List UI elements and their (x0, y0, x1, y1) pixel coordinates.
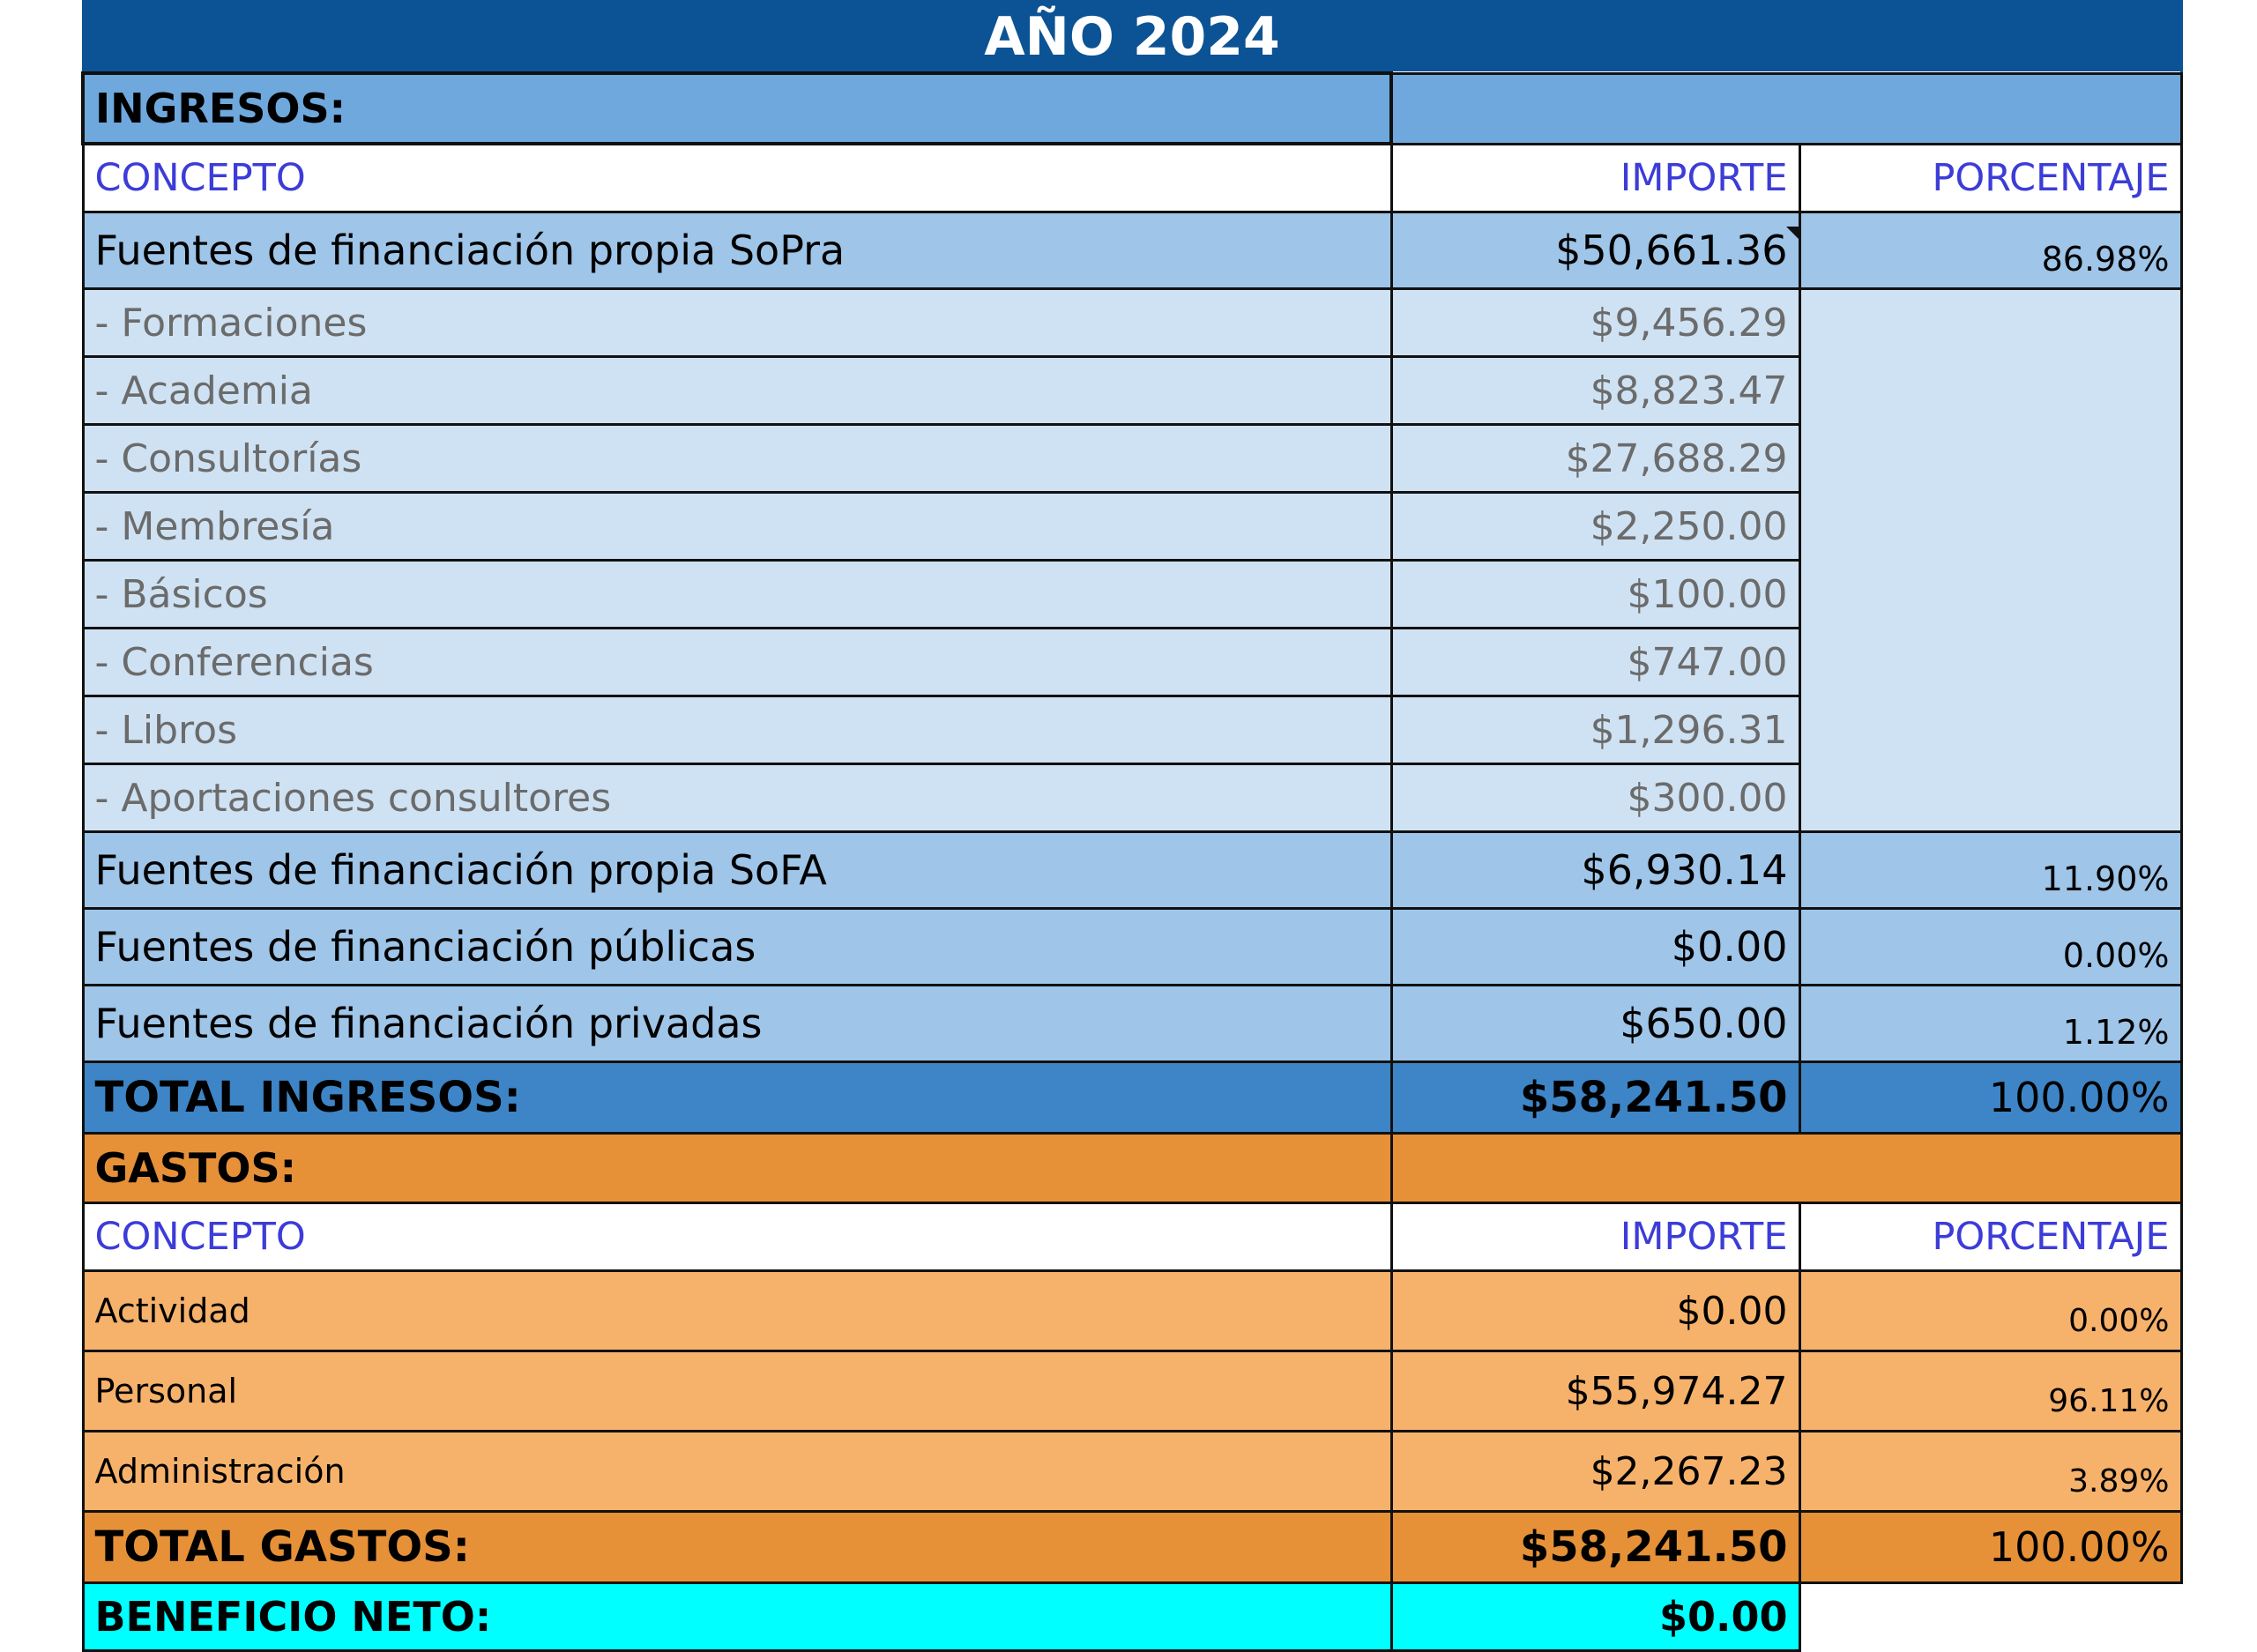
sub-concepto[interactable]: - Consultorías (83, 425, 1391, 493)
total-ingresos-row (83, 1062, 2181, 1134)
sub-concepto[interactable]: - Conferencias (83, 629, 1391, 696)
table-row (83, 696, 2181, 764)
table-row (83, 212, 2181, 289)
table-row (83, 764, 2181, 832)
porcentaje-header[interactable]: PORCENTAJE (1799, 144, 2181, 212)
beneficio-neto-blank[interactable] (1799, 1583, 2181, 1651)
total-ingresos-label[interactable]: TOTAL INGRESOS: (83, 1062, 1391, 1134)
ingresos-header-row (83, 144, 2181, 212)
budget-spreadsheet (81, 0, 2179, 1652)
sopra-concepto[interactable]: Fuentes de financiación propia SoPra (83, 212, 1391, 289)
sub-concepto[interactable]: - Básicos (83, 561, 1391, 629)
sub-porcentaje-blank[interactable] (1799, 425, 2181, 493)
table-row (83, 629, 2181, 696)
table-row (83, 986, 2181, 1062)
gasto-concepto[interactable]: Administración (83, 1432, 1391, 1512)
ingresos-section-row (83, 73, 2181, 144)
beneficio-neto-row (83, 1583, 2181, 1651)
title-row (83, 2, 2181, 74)
gasto-concepto[interactable]: Personal (83, 1351, 1391, 1432)
total-ingresos-importe[interactable]: $58,241.50 (1391, 1062, 1799, 1134)
source-porcentaje[interactable]: 1.12% (1799, 986, 2181, 1062)
year-title[interactable]: AÑO 2024 (83, 2, 2181, 74)
source-importe[interactable]: $0.00 (1391, 909, 1799, 986)
sub-porcentaje-blank[interactable] (1799, 357, 2181, 425)
sub-porcentaje-blank[interactable] (1799, 764, 2181, 832)
sub-importe[interactable]: $27,688.29 (1391, 425, 1799, 493)
sub-importe[interactable]: $2,250.00 (1391, 493, 1799, 561)
sub-concepto[interactable]: - Academia (83, 357, 1391, 425)
table-row (83, 425, 2181, 493)
sub-concepto[interactable]: - Libros (83, 696, 1391, 764)
source-concepto[interactable]: Fuentes de financiación propia SoFA (83, 832, 1391, 909)
sub-porcentaje-blank[interactable] (1799, 289, 2181, 357)
gastos-header-row (83, 1203, 2181, 1271)
table-row (83, 357, 2181, 425)
concepto-header[interactable]: CONCEPTO (83, 1203, 1391, 1271)
total-gastos-label[interactable]: TOTAL GASTOS: (83, 1512, 1391, 1583)
gasto-concepto[interactable]: Actividad (83, 1271, 1391, 1351)
source-porcentaje[interactable]: 0.00% (1799, 909, 2181, 986)
gasto-porcentaje[interactable]: 0.00% (1799, 1271, 2181, 1351)
gasto-importe[interactable]: $2,267.23 (1391, 1432, 1799, 1512)
table-row (83, 493, 2181, 561)
gasto-importe[interactable]: $0.00 (1391, 1271, 1799, 1351)
source-concepto[interactable]: Fuentes de financiación públicas (83, 909, 1391, 986)
table-row (83, 1432, 2181, 1512)
importe-header[interactable]: IMPORTE (1391, 144, 1799, 212)
table-row (83, 909, 2181, 986)
sub-importe[interactable]: $8,823.47 (1391, 357, 1799, 425)
sub-importe[interactable]: $300.00 (1391, 764, 1799, 832)
sopra-importe: $50,661.36 (1555, 227, 1788, 274)
ingresos-section-blank[interactable] (1391, 73, 2181, 144)
gasto-importe[interactable]: $55,974.27 (1391, 1351, 1799, 1432)
gastos-section-blank[interactable] (1391, 1134, 2181, 1203)
sub-concepto[interactable]: - Aportaciones consultores (83, 764, 1391, 832)
gastos-section-label[interactable]: GASTOS: (83, 1134, 1391, 1203)
porcentaje-header[interactable]: PORCENTAJE (1799, 1203, 2181, 1271)
total-gastos-row (83, 1512, 2181, 1583)
beneficio-neto-importe[interactable]: $0.00 (1391, 1583, 1799, 1651)
table-row (83, 561, 2181, 629)
sub-importe[interactable]: $100.00 (1391, 561, 1799, 629)
sub-importe[interactable]: $9,456.29 (1391, 289, 1799, 357)
gasto-porcentaje[interactable]: 96.11% (1799, 1351, 2181, 1432)
table-row (83, 1271, 2181, 1351)
total-ingresos-porcentaje[interactable]: 100.00% (1799, 1062, 2181, 1134)
source-porcentaje[interactable]: 11.90% (1799, 832, 2181, 909)
sub-concepto[interactable]: - Formaciones (83, 289, 1391, 357)
source-concepto[interactable]: Fuentes de financiación privadas (83, 986, 1391, 1062)
sub-porcentaje-blank[interactable] (1799, 696, 2181, 764)
total-gastos-importe[interactable]: $58,241.50 (1391, 1512, 1799, 1583)
total-gastos-porcentaje[interactable]: 100.00% (1799, 1512, 2181, 1583)
sub-concepto[interactable]: - Membresía (83, 493, 1391, 561)
beneficio-neto-label[interactable]: BENEFICIO NETO: (83, 1583, 1391, 1651)
sub-porcentaje-blank[interactable] (1799, 629, 2181, 696)
sub-importe[interactable]: $1,296.31 (1391, 696, 1799, 764)
gasto-porcentaje[interactable]: 3.89% (1799, 1432, 2181, 1512)
concepto-header[interactable]: CONCEPTO (83, 144, 1391, 212)
table-row (83, 289, 2181, 357)
sopra-importe-cell[interactable] (1391, 212, 1799, 289)
importe-header[interactable]: IMPORTE (1391, 1203, 1799, 1271)
sub-porcentaje-blank[interactable] (1799, 493, 2181, 561)
table-row (83, 1351, 2181, 1432)
sub-porcentaje-blank[interactable] (1799, 561, 2181, 629)
budget-table (81, 0, 2183, 1652)
source-importe[interactable]: $650.00 (1391, 986, 1799, 1062)
source-importe[interactable]: $6,930.14 (1391, 832, 1799, 909)
sopra-porcentaje[interactable]: 86.98% (1799, 212, 2181, 289)
gastos-section-row (83, 1134, 2181, 1203)
ingresos-section-label[interactable]: INGRESOS: (83, 73, 1391, 144)
sub-importe[interactable]: $747.00 (1391, 629, 1799, 696)
table-row (83, 832, 2181, 909)
